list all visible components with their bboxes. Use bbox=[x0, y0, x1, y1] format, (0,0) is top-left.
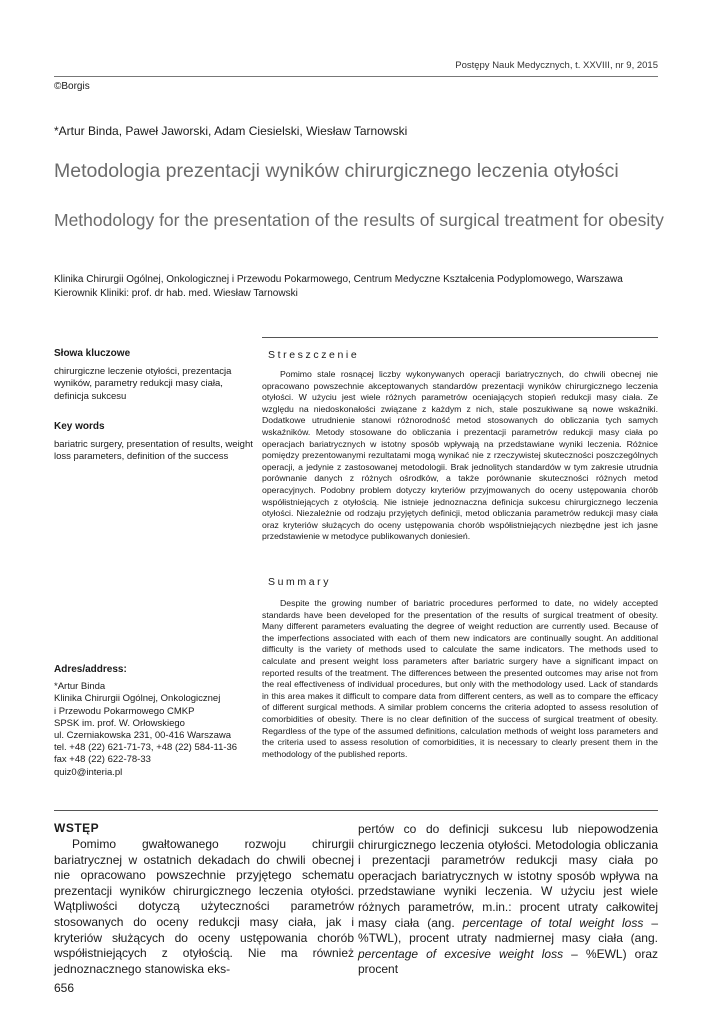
introduction-column-1: Pomimo gwałtowanego rozwoju chirurgii bariatrycznej w ostatnich dekadach do chwili obecnej nie opracowano powszechnie przyjętego schematu prezentacji wyników chirurgicznego leczenia otyłości. Wątpliwości dotyczą użyteczności parametrów stosowanych do oceny redukcji masy ciała, jak i kryteriów służących do oceny ustępowania chorób współistniejących z otyłością. Nie ma również jednoznacznego stanowiska eks- bbox=[54, 837, 354, 976]
keywords-polish bbox=[54, 348, 254, 403]
journal-citation: Postępy Nauk Medycznych, t. XXVIII, nr 9, 2015 bbox=[455, 60, 658, 71]
streszczenie-text: Pomimo stale rosnącej liczby wykonywanych operacji bariatrycznych, do chwili obecnej nie opracowano powszechnie akceptowanych standardów prezentacji wyników chirurgicznego leczenia otyłości. W użyciu jest wiele różnych parametrów oceniających stopień redukcji masy ciała. Ze względu na niedoskonałości związane z każdym z nich, stale poszukiwane są nowe wskaźniki. Dodatkowe utrudnienie stanowi różnorodność metod stosowanych do obliczania tych samych wskaźników. Metody stosowane do obliczania i prezentacji parametrów redukcji masy ciała po operacjach bariatrycznych w istotny sposób wpływają na przedstawiane wyniki leczenia. Różnice pomiędzy prezentowanymi rezultatami mogą wynikać nie z rzeczywistej skuteczności poszczególnych operacji, a jedynie z zastosowanej metodologii. Brak jednolitych standardów w tym zakresie utrudnia porównanie danych z różnych ośrodków, a także porównanie skuteczności różnych metod operacyjnych. Podobny problem dotyczy kryteriów przyjmowanych do oceny ustępowania chorób współistniejących z otyłością. Nie istnieje jednoznaczna definicja sukcesu chirurgicznego leczenia otyłości. Niezależnie od rodzaju przyjętych definicji, metod obliczania parametrów redukcji masy ciała oraz kryteriów służących do oceny ustępowania chorób współistniejących niezbędne jest ich jasne przedstawienie w metodyce publikowanych doniesień. bbox=[262, 369, 658, 542]
summary-text: Despite the growing number of bariatric procedures performed to date, no widely accepted standards have been developed for the presentation of the results of surgical treatment of obesity. Many different parameters evaluating the degree of weight reduction are currently used. Because of the imperfections associated with each of them new indicators are continually sought. An additional difficulty is the variety of methods used to calculate the same indicators. The methods used to calculate and present weight loss parameters after bariatric surgery have a significant impact on reported results of the treatment. The differences between the presented outcomes may arise not from the real effectiveness of individual procedures, but only with the methodology used. Lack of standards in this area makes it difficult to compare data from different centers, as well as to compare the efficacy of different surgical methods. A similar problem concerns the criteria adopted to assess resolution of comorbidities of obesity. There is no clear definition of the success of surgical treatment of obesity. Regardless of the type of the assumed definitions, calculation methods of weight loss parameters and the criteria used to assess resolution of comorbidities, it is necessary to clearly present them in the methodology of the published reports. bbox=[262, 598, 658, 759]
publisher-mark: ©Borgis bbox=[54, 81, 90, 92]
address-line: Klinika Chirurgii Ogólnej, Onkologicznej bbox=[54, 693, 221, 705]
intro-term-twl: percentage of total weight loss bbox=[462, 915, 644, 930]
address-line: SPSK im. prof. W. Orłowskiego bbox=[54, 717, 185, 729]
address-email[interactable]: quiz0@interia.pl bbox=[54, 766, 123, 778]
keywords-english bbox=[54, 421, 254, 464]
affiliation-institution: Klinika Chirurgii Ogólnej, Onkologicznej i Przewodu Pokarmowego, Centrum Medyczne Kształcenia Podyplomowego, Warszawa bbox=[54, 274, 623, 285]
title-polish: Metodologia prezentacji wyników chirurgicznego leczenia otyłości bbox=[54, 160, 619, 182]
header-divider bbox=[54, 76, 658, 77]
address-heading: Adres/address: bbox=[54, 664, 127, 675]
address-line: tel. +48 (22) 621-71-73, +48 (22) 584-11-36 bbox=[54, 742, 238, 754]
intro-term-ewl: percentage of excesive weight loss bbox=[358, 946, 564, 961]
body-divider bbox=[54, 810, 658, 811]
abstract-divider bbox=[262, 337, 658, 338]
correspondence-address bbox=[54, 664, 259, 779]
address-line: i Przewodu Pokarmowego CMKP bbox=[54, 705, 195, 717]
intro-text: pertów co do definicji sukcesu lub niepowodzenia chirurgicznego leczenia otyłości. Metodologia obliczania i prezentacji parametrów redukcji masy ciała po operacjach bariatrycznych w istotny sposób wpływa na przedstawiane wyniki leczenia. W użyciu jest wiele różnych parametrów, m.in.: procent utraty całkowitej masy ciała (ang. bbox=[358, 822, 658, 930]
introduction-column-2 bbox=[358, 822, 658, 978]
address-line: *Artur Binda bbox=[54, 681, 106, 693]
keywords-english-heading: Key words bbox=[54, 421, 105, 432]
introduction-heading: WSTĘP bbox=[54, 821, 100, 835]
affiliation bbox=[54, 273, 694, 301]
keywords-english-text: bariatric surgery, presentation of results, weight loss parameters, definition of the success bbox=[54, 439, 253, 463]
keywords-polish-text: chirurgiczne leczenie otyłości, prezentacja wyników, parametry redukcji masy ciała, definicja sukcesu bbox=[54, 366, 232, 402]
author-list: *Artur Binda, Paweł Jaworski, Adam Ciesielski, Wiesław Tarnowski bbox=[54, 124, 408, 138]
intro-text: – %TWL), procent utraty nadmiernej masy ciała (ang. bbox=[358, 915, 658, 946]
title-english: Methodology for the presentation of the results of surgical treatment for obesity bbox=[54, 210, 664, 230]
address-line: fax +48 (22) 622-78-33 bbox=[54, 754, 151, 766]
summary-heading: Summary bbox=[268, 576, 332, 588]
address-line: ul. Czerniakowska 231, 00-416 Warszawa bbox=[54, 730, 232, 742]
keywords-polish-heading: Słowa kluczowe bbox=[54, 348, 131, 359]
page-number: 656 bbox=[54, 981, 75, 995]
affiliation-head: Kierownik Kliniki: prof. dr hab. med. Wiesław Tarnowski bbox=[54, 288, 298, 299]
streszczenie-heading: Streszczenie bbox=[268, 349, 360, 361]
intro-text: – %EWL) oraz procent bbox=[358, 946, 658, 977]
